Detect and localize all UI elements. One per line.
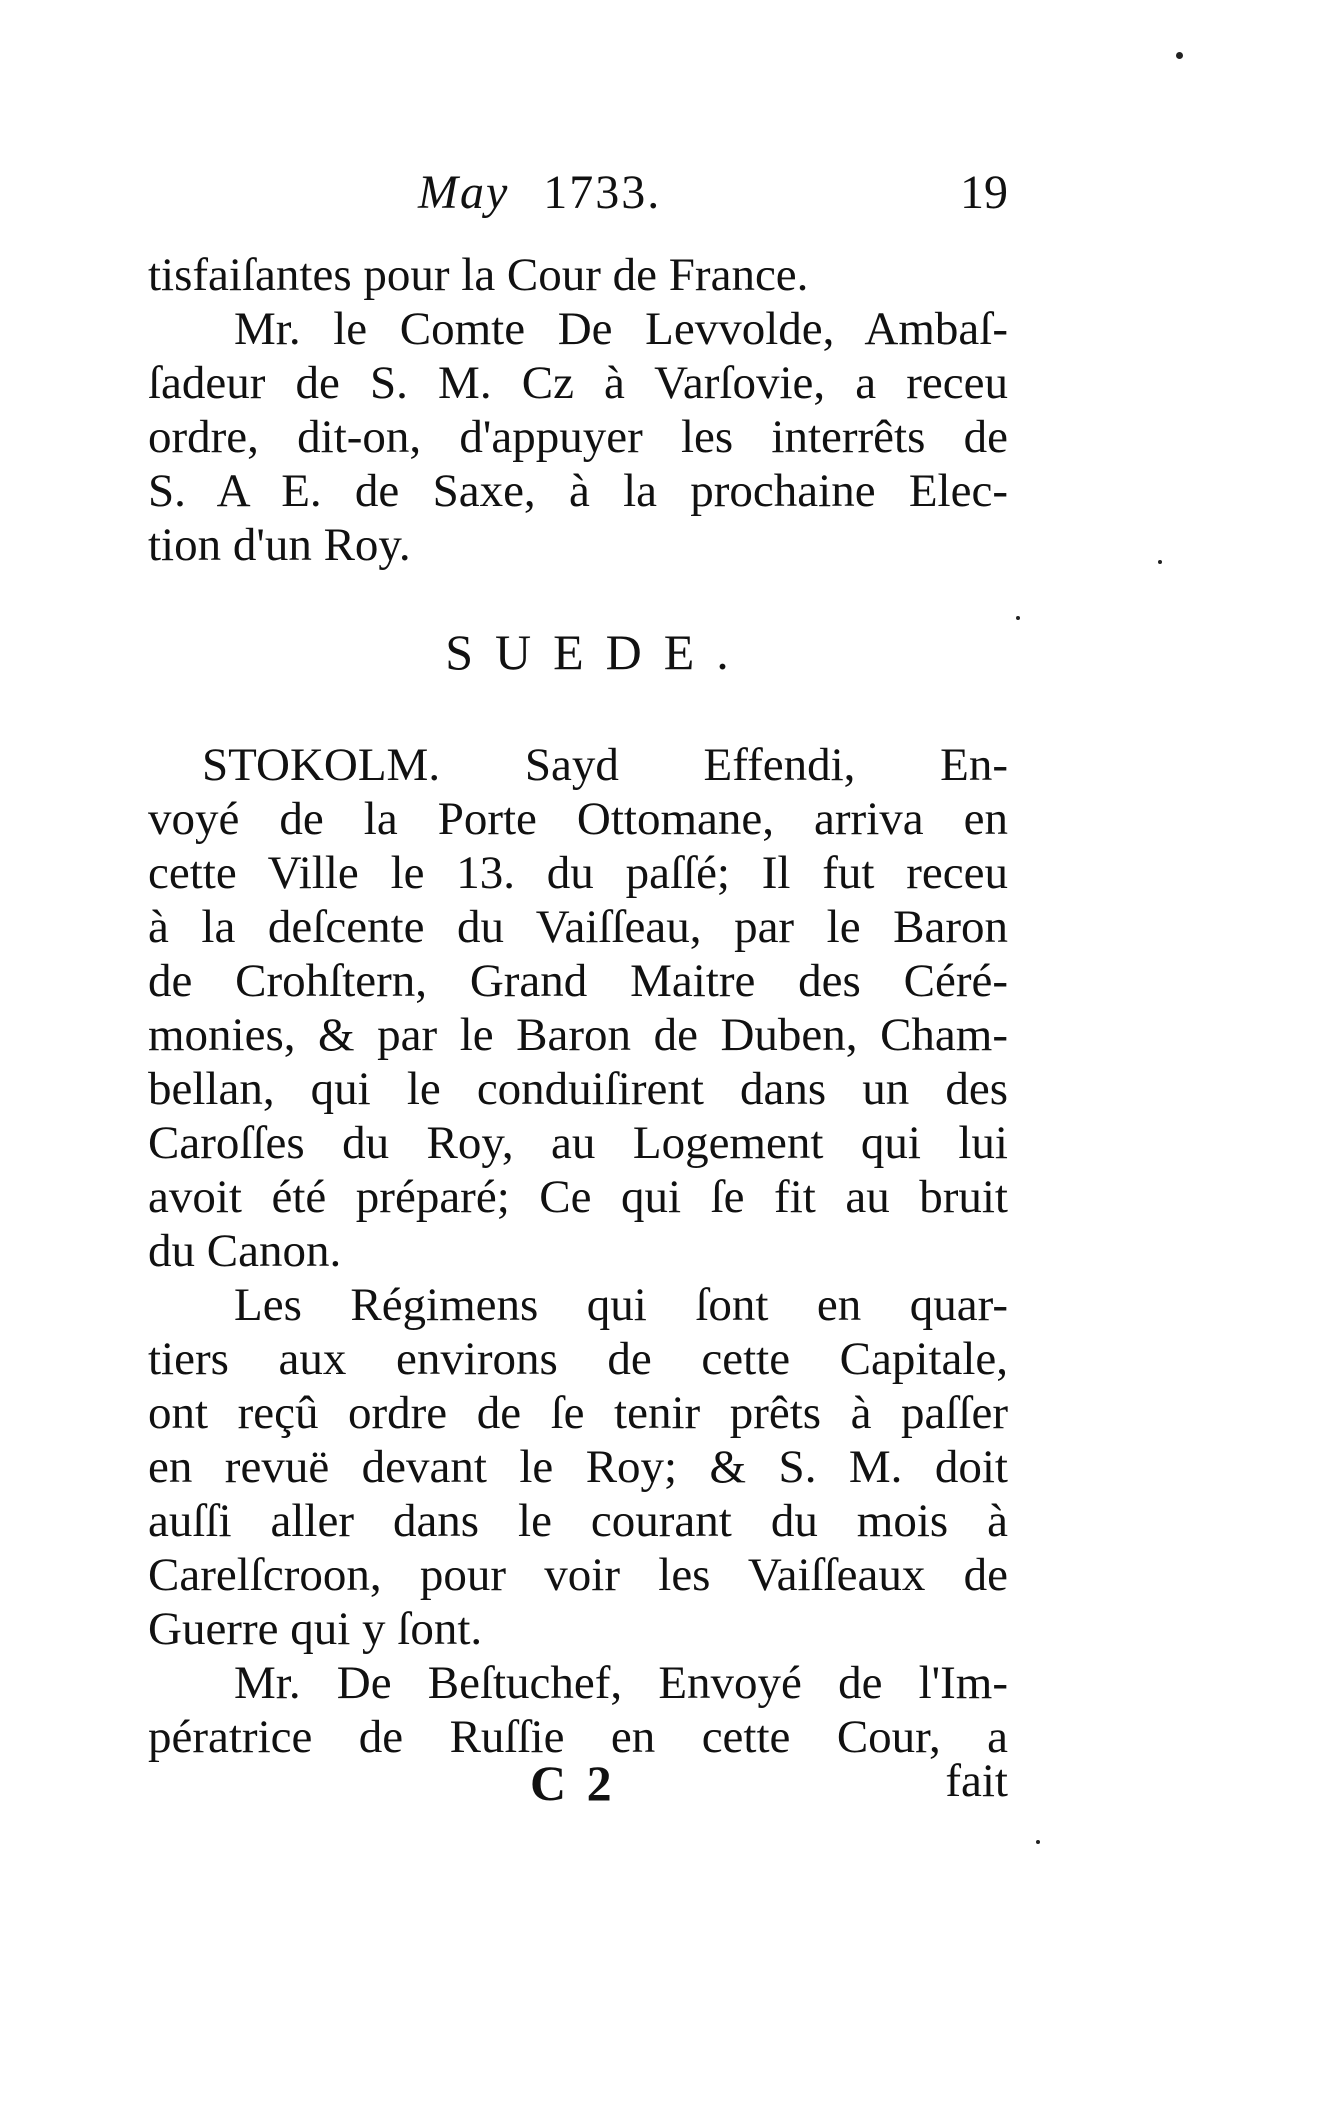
text-line: du Canon. bbox=[148, 1225, 342, 1277]
section-spacer bbox=[148, 682, 1008, 738]
running-head-month: May bbox=[418, 166, 510, 219]
running-head-year: 1733. bbox=[543, 166, 662, 219]
text-line: ſadeur de S. M. Cz à Varſovie, a receu bbox=[148, 357, 1008, 409]
text-line: Caroſſes du Roy, au Logement qui lui bbox=[148, 1117, 1008, 1169]
paragraph-1 bbox=[148, 248, 1008, 302]
text-line: bellan, qui le conduiſirent dans un des bbox=[148, 1063, 1008, 1115]
body-text bbox=[148, 248, 1008, 1764]
text-line: voyé de la Porte Ottomane, arriva en bbox=[148, 793, 1008, 845]
page-number: 19 bbox=[960, 166, 1008, 219]
running-head bbox=[418, 165, 661, 220]
text-line: ont reçû ordre de ſe tenir prêts à paſſer bbox=[148, 1387, 1008, 1439]
paragraph-5 bbox=[148, 1656, 1008, 1764]
text-line: cette Ville le 13. du paſſé; Il fut receu bbox=[148, 847, 1008, 899]
text-line: STOKOLM. Sayd Effendi, En- bbox=[202, 739, 1008, 791]
paragraph-3 bbox=[148, 738, 1008, 1278]
ink-speck bbox=[1176, 52, 1183, 59]
text-line: auſſi aller dans le courant du mois à bbox=[148, 1495, 1008, 1547]
catchword: fait bbox=[945, 1755, 1008, 1807]
text-line: Carelſcroon, pour voir les Vaiſſeaux de bbox=[148, 1549, 1008, 1601]
page-footer bbox=[148, 1754, 1008, 1814]
text-line: en revuë devant le Roy; & S. M. doit bbox=[148, 1441, 1008, 1493]
section-heading: SUEDE. bbox=[445, 624, 751, 680]
text-line: tisfaiſantes pour la Cour de France. bbox=[148, 249, 809, 301]
text-line: Guerre qui y ſont. bbox=[148, 1603, 483, 1655]
text-line: tion d'un Roy. bbox=[148, 519, 411, 571]
paragraph-2 bbox=[148, 302, 1008, 572]
ink-speck bbox=[1016, 616, 1020, 620]
text-line: pératrice de Ruſſie en cette Cour, a bbox=[148, 1711, 1008, 1763]
text-line: Mr. De Beſtuchef, Envoyé de l'Im- bbox=[234, 1657, 1008, 1709]
text-line: avoit été préparé; Ce qui ſe fit au bruit bbox=[148, 1171, 1008, 1223]
text-line: S. A E. de Saxe, à la prochaine Elec- bbox=[148, 465, 1008, 517]
text-line: monies, & par le Baron de Duben, Cham- bbox=[148, 1009, 1008, 1061]
ink-speck bbox=[1158, 560, 1162, 564]
page-header bbox=[148, 165, 1008, 235]
text-line: tiers aux environs de cette Capitale, bbox=[148, 1333, 1008, 1385]
text-line: Mr. le Comte De Levvolde, Ambaſ- bbox=[234, 303, 1008, 355]
text-line: de Crohſtern, Grand Maitre des Céré- bbox=[148, 955, 1008, 1007]
text-line: ordre, dit-on, d'appuyer les interrêts de bbox=[148, 411, 1008, 463]
paragraph-4 bbox=[148, 1278, 1008, 1656]
text-line: Les Régimens qui ſont en quar- bbox=[234, 1279, 1008, 1331]
ink-speck bbox=[1036, 1840, 1040, 1844]
text-line: à la deſcente du Vaiſſeau, par le Baron bbox=[148, 901, 1008, 953]
signature-mark: C 2 bbox=[530, 1755, 616, 1811]
section-spacer bbox=[148, 572, 1008, 622]
